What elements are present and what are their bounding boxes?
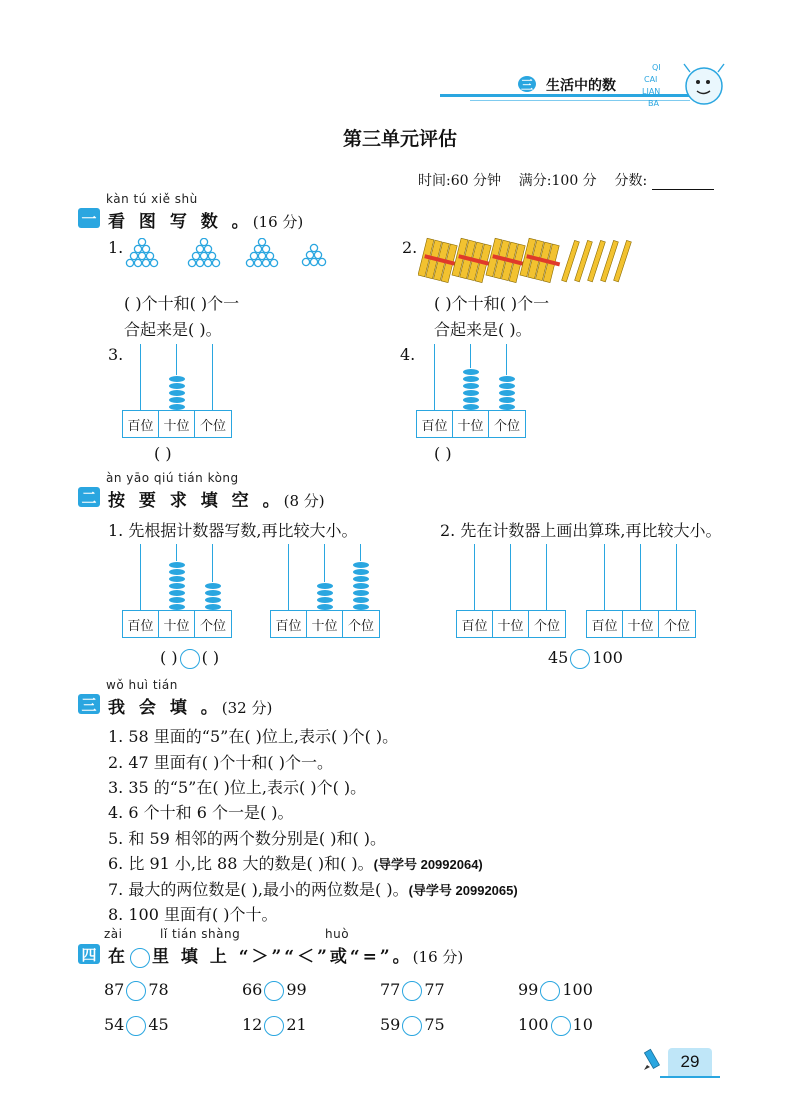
label-tens: 十位 bbox=[453, 411, 489, 437]
abacus-base bbox=[270, 610, 380, 638]
compare-item bbox=[518, 980, 638, 1001]
compare-left: 45 bbox=[548, 648, 569, 667]
label-ones: 个位 bbox=[199, 418, 226, 434]
compare-left: 59 bbox=[380, 1015, 401, 1034]
rod-ones bbox=[212, 344, 213, 410]
bead bbox=[498, 389, 516, 397]
circle-triangles-figure bbox=[122, 238, 342, 278]
compare-right: 99 bbox=[286, 980, 307, 999]
abacus-base bbox=[456, 610, 566, 638]
bead bbox=[462, 368, 480, 376]
sticks-figure bbox=[418, 236, 644, 290]
q4-number: 4. bbox=[400, 345, 416, 364]
triangle-ten bbox=[188, 238, 219, 266]
bead bbox=[352, 582, 370, 590]
rod-hundreds bbox=[604, 544, 605, 610]
logo-letter: BA bbox=[648, 99, 659, 108]
abacus-base bbox=[416, 410, 526, 438]
bead bbox=[462, 382, 480, 390]
compare-right: 77 bbox=[424, 980, 445, 999]
compare-right: 78 bbox=[148, 980, 169, 999]
compare-left: 99 bbox=[518, 980, 539, 999]
bead bbox=[462, 375, 480, 383]
compare-right: 100 bbox=[592, 648, 623, 667]
sec1-pinyin: kàn tú xiě shù bbox=[106, 192, 198, 206]
label-tens: 十位 bbox=[159, 611, 195, 637]
abacus-base bbox=[122, 410, 232, 438]
triangle-ten bbox=[246, 238, 277, 266]
rod-tens bbox=[510, 544, 511, 610]
bead bbox=[316, 596, 334, 604]
sec3-item-7[interactable] bbox=[108, 877, 518, 900]
sec2-badge: 二 bbox=[78, 487, 100, 507]
bead bbox=[498, 375, 516, 383]
compare-circle[interactable] bbox=[570, 649, 590, 669]
compare-left: 87 bbox=[104, 980, 125, 999]
score-blank[interactable] bbox=[652, 189, 714, 190]
bead bbox=[352, 568, 370, 576]
label-tens: 十位 bbox=[493, 611, 529, 637]
compare-left[interactable]: ( ) bbox=[160, 648, 178, 667]
chapter-badge: 三 bbox=[518, 76, 536, 92]
sec2-score: (8 分) bbox=[283, 492, 325, 510]
sec4-pinyin-1: zài bbox=[104, 927, 123, 941]
bead bbox=[352, 561, 370, 569]
bead bbox=[168, 561, 186, 569]
compare-item bbox=[518, 1015, 638, 1036]
sec4-row-1 bbox=[104, 980, 638, 1001]
sec3-item-6[interactable] bbox=[108, 851, 483, 874]
q4-answer[interactable]: ( ) bbox=[434, 444, 452, 463]
bead bbox=[352, 575, 370, 583]
q2-sum-line[interactable]: 合起来是( )。 bbox=[434, 320, 532, 339]
bead bbox=[168, 382, 186, 390]
compare-right[interactable]: ( ) bbox=[201, 648, 220, 667]
rod-hundreds bbox=[140, 344, 141, 410]
sec4-title-b: 里 填 上 “＞”“＜”或“=”。 bbox=[152, 947, 413, 967]
sec3-item-8[interactable]: 8. 100 里面有( )个十。 bbox=[108, 905, 278, 924]
sec3-item-2[interactable]: 2. 47 里面有( )个十和( )个一。 bbox=[108, 753, 333, 772]
bead bbox=[168, 568, 186, 576]
compare-item bbox=[104, 1015, 242, 1036]
compare-right: 10 bbox=[572, 1015, 593, 1034]
compare-circle[interactable] bbox=[126, 1016, 146, 1036]
rod-tens bbox=[640, 544, 641, 610]
sec4-row-2 bbox=[104, 1015, 638, 1036]
bead bbox=[498, 396, 516, 404]
compare-item bbox=[242, 980, 380, 1001]
compare-left: 54 bbox=[104, 1015, 125, 1034]
compare-right: 45 bbox=[148, 1015, 169, 1034]
rod-hundreds bbox=[434, 344, 435, 410]
label-hundreds: 百位 bbox=[457, 611, 493, 637]
compare-circle[interactable] bbox=[551, 1016, 571, 1036]
full-score: 满分:100 分 bbox=[518, 173, 597, 189]
sec3-title-text: 我 会 填 。 bbox=[108, 698, 222, 718]
sec3-item-6-text[interactable]: 6. 比 91 小,比 88 大的数是( )和( )。 bbox=[108, 854, 374, 873]
compare-item bbox=[242, 1015, 380, 1036]
guide-number-7: (导学号 20992065) bbox=[408, 883, 518, 898]
sec3-item-1[interactable]: 1. 58 里面的“5”在( )位上,表示( )个( )。 bbox=[108, 727, 399, 746]
sec3-pinyin: wǒ huì tián bbox=[106, 678, 178, 692]
logo-letter: LIAN bbox=[642, 87, 661, 96]
compare-left: 77 bbox=[380, 980, 401, 999]
label-ones: 个位 bbox=[199, 618, 226, 634]
compare-circle[interactable] bbox=[402, 981, 422, 1001]
label-ones: 个位 bbox=[493, 418, 520, 434]
guide-number-6: (导学号 20992064) bbox=[373, 857, 483, 872]
abacus-2a bbox=[122, 544, 232, 636]
abacus-q4 bbox=[416, 344, 526, 436]
sec2-q1: 1. 先根据计数器写数,再比较大小。 bbox=[108, 521, 358, 540]
sec3-badge: 三 bbox=[78, 694, 100, 714]
sec1-title-text: 看 图 写 数 。 bbox=[108, 212, 253, 232]
q3-number: 3. bbox=[108, 345, 124, 364]
abacus-2c[interactable] bbox=[456, 544, 566, 636]
bead bbox=[168, 389, 186, 397]
compare-circle-icon bbox=[130, 948, 150, 968]
label-hundreds: 百位 bbox=[587, 611, 623, 637]
bead bbox=[498, 382, 516, 390]
page-title: 第三单元评估 bbox=[342, 128, 457, 150]
sec4-badge: 四 bbox=[78, 944, 100, 964]
score-label: 分数: bbox=[614, 173, 648, 189]
bead bbox=[168, 596, 186, 604]
logo-mascot bbox=[640, 58, 730, 114]
rod-hundreds bbox=[474, 544, 475, 610]
bead bbox=[204, 589, 222, 597]
rod-ones bbox=[546, 544, 547, 610]
compare-item bbox=[104, 980, 242, 1001]
label-tens: 十位 bbox=[307, 611, 343, 637]
label-hundreds: 百位 bbox=[123, 611, 159, 637]
sec3-score: (32 分) bbox=[221, 699, 273, 717]
label-tens: 十位 bbox=[159, 411, 195, 437]
stick-bundle bbox=[486, 238, 526, 282]
chapter-title: 生活中的数 bbox=[546, 77, 616, 93]
sec4-title-a: 在 bbox=[108, 947, 128, 967]
sec4-pinyin-3: huò bbox=[325, 927, 350, 941]
compare-circle[interactable] bbox=[264, 981, 284, 1001]
sec1-badge: 一 bbox=[78, 208, 100, 228]
label-tens: 十位 bbox=[623, 611, 659, 637]
sec3-item-7-text[interactable]: 7. 最大的两位数是( ),最小的两位数是( )。 bbox=[108, 880, 409, 899]
abacus-q3 bbox=[122, 344, 232, 436]
sec4-title bbox=[108, 942, 463, 968]
compare-left: 66 bbox=[242, 980, 263, 999]
sec2-title-text: 按 要 求 填 空 。 bbox=[108, 491, 284, 511]
stick-bundle bbox=[418, 238, 458, 282]
sec2-q2: 2. 先在计数器上画出算珠,再比较大小。 bbox=[440, 521, 722, 540]
sec3-title bbox=[108, 693, 272, 718]
compare-circle[interactable] bbox=[126, 981, 146, 1001]
bead bbox=[168, 396, 186, 404]
compare-circle[interactable] bbox=[540, 981, 560, 1001]
single-sticks bbox=[562, 240, 632, 281]
pencil-icon bbox=[640, 1048, 664, 1078]
bead bbox=[352, 596, 370, 604]
compare-right: 75 bbox=[424, 1015, 445, 1034]
triangle-ten bbox=[126, 238, 157, 266]
abacus-base bbox=[122, 610, 232, 638]
sec2-title bbox=[108, 486, 325, 511]
compare-right: 100 bbox=[562, 980, 593, 999]
rod-hundreds bbox=[288, 544, 289, 610]
rod-ones bbox=[676, 544, 677, 610]
bead bbox=[462, 389, 480, 397]
logo-letter: CAI bbox=[644, 75, 658, 84]
sec2-compare-2 bbox=[548, 648, 623, 669]
label-hundreds: 百位 bbox=[123, 411, 159, 437]
compare-item bbox=[380, 980, 518, 1001]
q2-number: 2. bbox=[402, 238, 418, 257]
sec4-pinyin-2: lǐ tián shàng bbox=[160, 927, 241, 941]
bead bbox=[168, 575, 186, 583]
sec2-pinyin: àn yāo qiú tián kòng bbox=[106, 471, 239, 485]
compare-circle[interactable] bbox=[402, 1016, 422, 1036]
logo-letter: QI bbox=[652, 63, 661, 72]
q2-blank-line[interactable]: ( )个十和( )个一 bbox=[434, 294, 550, 313]
label-ones: 个位 bbox=[533, 618, 560, 634]
bead bbox=[462, 396, 480, 404]
sec3-item-3[interactable]: 3. 35 的“5”在( )位上,表示( )个( )。 bbox=[108, 778, 367, 797]
abacus-2b bbox=[270, 544, 380, 636]
time-limit: 时间:60 分钟 bbox=[418, 173, 501, 189]
sec2-compare-1 bbox=[160, 648, 219, 669]
label-hundreds: 百位 bbox=[271, 611, 307, 637]
bead bbox=[168, 375, 186, 383]
compare-circle[interactable] bbox=[264, 1016, 284, 1036]
page-number: 29 bbox=[668, 1048, 712, 1076]
sec4-score: (16 分) bbox=[412, 948, 464, 966]
bead bbox=[316, 582, 334, 590]
bead bbox=[352, 589, 370, 597]
meta-line bbox=[418, 170, 714, 190]
q3-answer[interactable]: ( ) bbox=[154, 444, 172, 463]
bead bbox=[168, 589, 186, 597]
sec1-title bbox=[108, 207, 303, 232]
sec3-item-5[interactable]: 5. 和 59 相邻的两个数分别是( )和( )。 bbox=[108, 829, 387, 848]
q1-sum-line[interactable]: 合起来是( )。 bbox=[124, 320, 222, 339]
q1-number: 1. bbox=[108, 238, 124, 257]
sec3-item-4[interactable]: 4. 6 个十和 6 个一是( )。 bbox=[108, 803, 294, 822]
bead bbox=[204, 582, 222, 590]
footer-rule bbox=[660, 1076, 720, 1078]
bead bbox=[204, 596, 222, 604]
stick-bundle bbox=[452, 238, 492, 282]
stick-bundle bbox=[520, 238, 560, 282]
triangle-six bbox=[302, 244, 325, 265]
rod-hundreds bbox=[140, 544, 141, 610]
bead bbox=[316, 589, 334, 597]
sec1-score: (16 分) bbox=[252, 213, 304, 231]
compare-right: 21 bbox=[286, 1015, 307, 1034]
abacus-base bbox=[586, 610, 696, 638]
abacus-2d[interactable] bbox=[586, 544, 696, 636]
q1-blank-line[interactable]: ( )个十和( )个一 bbox=[124, 294, 240, 313]
compare-circle[interactable] bbox=[180, 649, 200, 669]
label-hundreds: 百位 bbox=[417, 411, 453, 437]
compare-left: 100 bbox=[518, 1015, 549, 1034]
compare-item bbox=[380, 1015, 518, 1036]
label-ones: 个位 bbox=[663, 618, 690, 634]
label-ones: 个位 bbox=[347, 618, 374, 634]
compare-left: 12 bbox=[242, 1015, 263, 1034]
bead bbox=[168, 582, 186, 590]
